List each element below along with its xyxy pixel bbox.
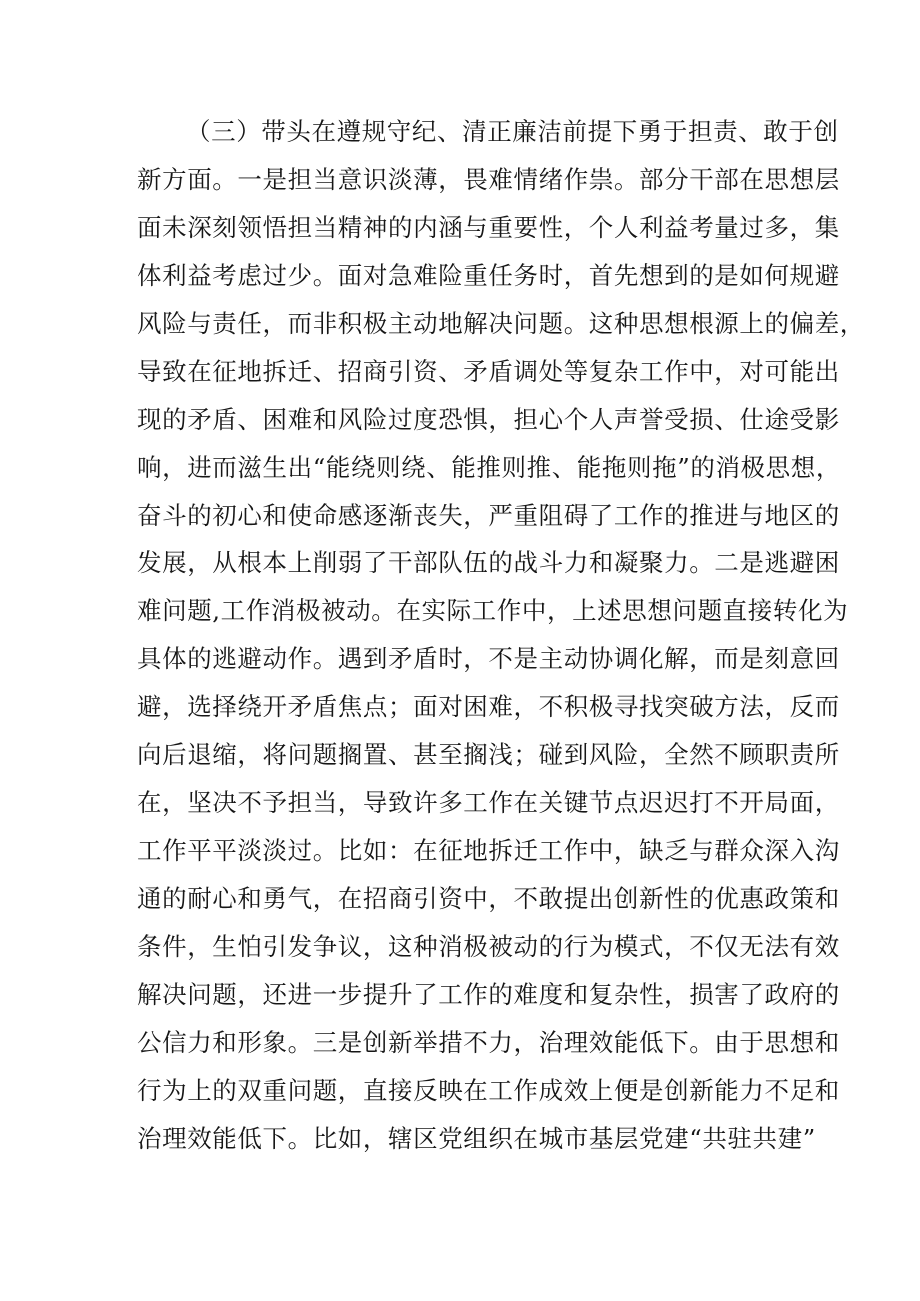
text-line: 治理效能低下。比如，辖区党组织在城市基层党建“共驻共建” xyxy=(137,1123,816,1153)
text-line: 在，坚决不予担当，导致许多工作在关键节点迟迟打不开局面， xyxy=(137,788,840,818)
body-paragraph xyxy=(137,108,865,1163)
text-line: 新方面。一是担当意识淡薄，畏难情绪作祟。部分干部在思想层 xyxy=(137,164,840,194)
text-line: 导致在征地拆迁、招商引资、矛盾调处等复杂工作中，对可能出 xyxy=(137,356,840,386)
text-line: 具体的逃避动作。遇到矛盾时，不是主动协调化解，而是刻意回 xyxy=(137,644,840,674)
text-line: 工作平平淡淡过。比如：在征地拆迁工作中，缺乏与群众深入沟 xyxy=(137,836,840,866)
text-line: 风险与责任，而非积极主动地解决问题。这种思想根源上的偏差， xyxy=(137,308,865,338)
text-line: 条件，生怕引发争议，这种消极被动的行为模式，不仅无法有效 xyxy=(137,931,840,961)
text-line: 响，进而滋生出“能绕则绕、能推则推、能拖则拖”的消极思想， xyxy=(137,452,841,482)
text-line: 通的耐心和勇气，在招商引资中，不敢提出创新性的优惠政策和 xyxy=(137,884,840,913)
text-line: 公信力和形象。三是创新举措不力，治理效能低下。由于思想和 xyxy=(137,1027,840,1057)
text-line: 面未深刻领悟担当精神的内涵与重要性，个人利益考量过多，集 xyxy=(137,212,840,242)
text-line: 体利益考虑过少。面对急难险重任务时，首先想到的是如何规避 xyxy=(137,260,840,290)
text-line: 解决问题，还进一步提升了工作的难度和复杂性，损害了政府的 xyxy=(137,979,840,1009)
text-line: 避，选择绕开矛盾焦点；面对困难，不积极寻找突破方法，反而 xyxy=(137,692,840,722)
text-line: 难问题,工作消极被动。在实际工作中，上述思想问题直接转化为 xyxy=(137,596,849,626)
text-line: 向后退缩，将问题搁置、甚至搁浅；碰到风险，全然不顾职责所 xyxy=(137,740,840,770)
text-line: 现的矛盾、困难和风险过度恐惧，担心个人声誉受损、仕途受影 xyxy=(137,404,840,434)
text-line: （三）带头在遵规守纪、清正廉洁前提下勇于担责、敢于创 xyxy=(186,117,839,146)
text-line: 行为上的双重问题，直接反映在工作成效上便是创新能力不足和 xyxy=(137,1075,840,1105)
text-line: 奋斗的初心和使命感逐渐丧失，严重阻碍了工作的推进与地区的 xyxy=(137,500,840,530)
text-line: 发展，从根本上削弱了干部队伍的战斗力和凝聚力。二是逃避困 xyxy=(137,548,840,578)
